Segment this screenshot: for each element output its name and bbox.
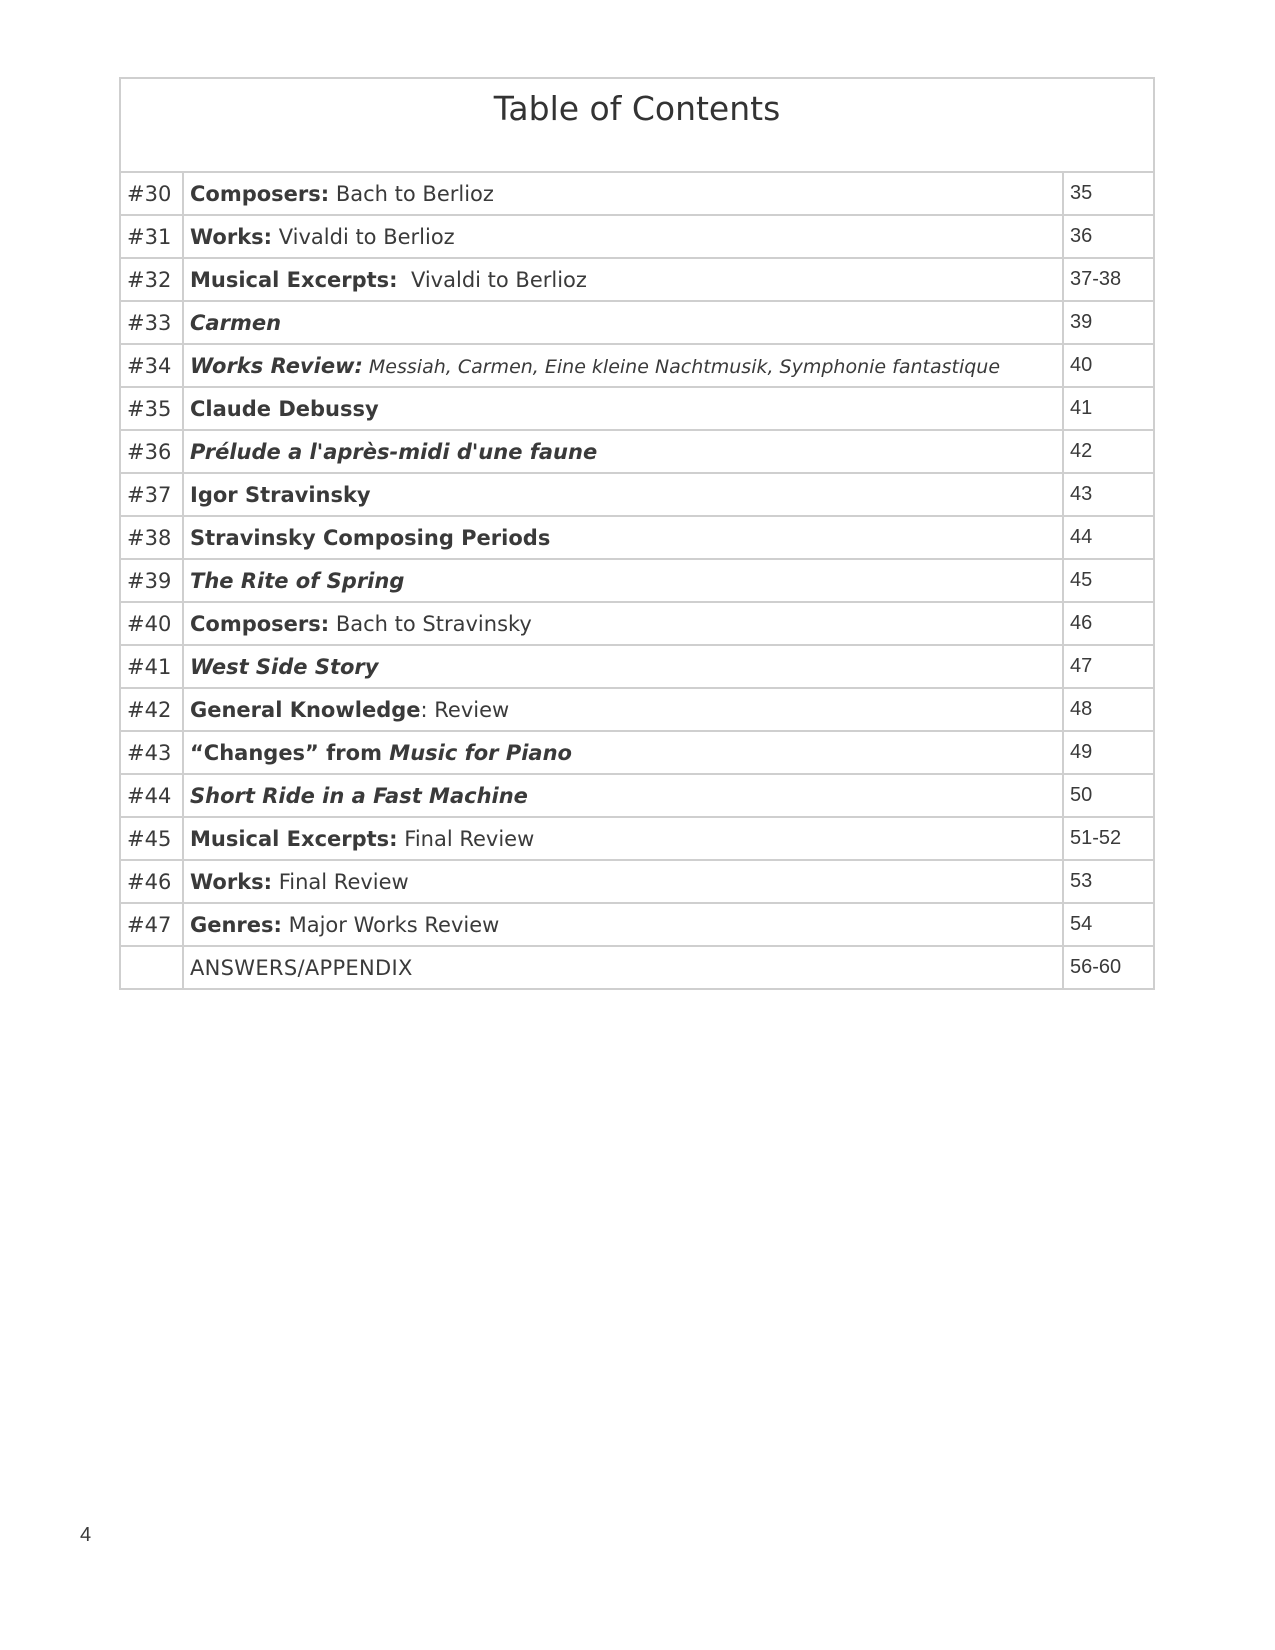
- entry-page: 45: [1063, 559, 1154, 602]
- entry-topic-bold: Claude Debussy: [190, 396, 379, 421]
- entry-topic-italic: Messiah, Carmen, Eine kleine Nachtmusik, Symphonie fantastique: [362, 355, 1001, 378]
- entry-topic: [183, 903, 1063, 946]
- entry-topic-bold-italic: The Rite of Spring: [190, 568, 405, 593]
- entry-topic-bold-italic: Music for Piano: [389, 740, 572, 765]
- entry-number: #32: [120, 258, 183, 301]
- entry-page: 40: [1063, 344, 1154, 387]
- toc-title: Table of Contents: [120, 78, 1154, 172]
- table-row: [120, 258, 1154, 301]
- entry-topic-text: Final Review: [272, 869, 409, 894]
- entry-page: 41: [1063, 387, 1154, 430]
- entry-topic: [183, 215, 1063, 258]
- entry-topic: [183, 344, 1063, 387]
- entry-topic-bold: Igor Stravinsky: [190, 482, 371, 507]
- entry-page: 46: [1063, 602, 1154, 645]
- entry-topic-text: Major Works Review: [281, 912, 500, 937]
- table-row: [120, 817, 1154, 860]
- entry-topic: [183, 430, 1063, 473]
- entry-number: #36: [120, 430, 183, 473]
- table-row: [120, 215, 1154, 258]
- entry-topic-bold-italic: Works Review:: [190, 353, 363, 378]
- entry-number-empty: [120, 946, 183, 989]
- entry-topic: [183, 559, 1063, 602]
- entry-page: 35: [1063, 172, 1154, 215]
- entry-page: 48: [1063, 688, 1154, 731]
- entry-page: 36: [1063, 215, 1154, 258]
- entry-topic-bold: Composers:: [190, 181, 330, 206]
- entry-topic-text: Final Review: [397, 826, 535, 851]
- table-row: [120, 860, 1154, 903]
- entry-topic: [183, 774, 1063, 817]
- entry-number: #31: [120, 215, 183, 258]
- entry-topic-bold: Stravinsky Composing Periods: [190, 525, 551, 550]
- entry-topic: [183, 860, 1063, 903]
- answers-page: 56-60: [1063, 946, 1154, 989]
- entry-topic-bold: Works:: [190, 869, 273, 894]
- entry-page: 43: [1063, 473, 1154, 516]
- table-row: [120, 301, 1154, 344]
- answers-label: ANSWERS/APPENDIX: [183, 946, 1063, 989]
- entry-topic: [183, 258, 1063, 301]
- table-row: [120, 172, 1154, 215]
- entry-topic: [183, 731, 1063, 774]
- entry-topic-text: Bach to Stravinsky: [329, 611, 532, 636]
- table-row: [120, 903, 1154, 946]
- entry-number: #38: [120, 516, 183, 559]
- entry-topic: [183, 645, 1063, 688]
- table-row: [120, 516, 1154, 559]
- table-row: [120, 645, 1154, 688]
- entry-topic-bold: Musical Excerpts:: [190, 267, 398, 292]
- entry-number: #47: [120, 903, 183, 946]
- entry-topic: [183, 473, 1063, 516]
- entry-topic-text: Vivaldi to Berlioz: [272, 224, 455, 249]
- entry-number: #43: [120, 731, 183, 774]
- entry-topic: [183, 301, 1063, 344]
- entry-number: #37: [120, 473, 183, 516]
- entry-topic-bold: Works:: [190, 224, 273, 249]
- entry-topic: [183, 172, 1063, 215]
- entry-number: #46: [120, 860, 183, 903]
- entry-number: #30: [120, 172, 183, 215]
- entry-topic-bold-italic: West Side Story: [190, 654, 379, 679]
- entry-topic-bold-italic: Prélude a l'après-midi d'une faune: [190, 439, 598, 464]
- entry-number: #39: [120, 559, 183, 602]
- entry-page: 47: [1063, 645, 1154, 688]
- entry-topic-bold: Composers:: [190, 611, 330, 636]
- entry-number: #33: [120, 301, 183, 344]
- table-row: [120, 774, 1154, 817]
- entry-topic: [183, 817, 1063, 860]
- page-number: 4: [80, 1524, 92, 1546]
- entry-topic: [183, 387, 1063, 430]
- table-row: [120, 344, 1154, 387]
- toc-title-row: [120, 78, 1154, 172]
- entry-page: 50: [1063, 774, 1154, 817]
- table-row: [120, 602, 1154, 645]
- entry-number: #41: [120, 645, 183, 688]
- answers-row: [120, 946, 1154, 989]
- entry-number: #34: [120, 344, 183, 387]
- toc-body: [120, 78, 1154, 989]
- entry-topic-text: : Review: [420, 697, 510, 722]
- table-row: [120, 473, 1154, 516]
- entry-number: #35: [120, 387, 183, 430]
- entry-page: 42: [1063, 430, 1154, 473]
- entry-number: #44: [120, 774, 183, 817]
- entry-page: 44: [1063, 516, 1154, 559]
- entry-page: 37-38: [1063, 258, 1154, 301]
- table-row: [120, 430, 1154, 473]
- entry-page: 51-52: [1063, 817, 1154, 860]
- entry-number: #40: [120, 602, 183, 645]
- entry-topic: [183, 688, 1063, 731]
- entry-topic: [183, 516, 1063, 559]
- table-row: [120, 688, 1154, 731]
- entry-topic: [183, 602, 1063, 645]
- table-of-contents: [119, 77, 1155, 990]
- entry-topic-bold-italic: Short Ride in a Fast Machine: [190, 783, 528, 808]
- entry-topic-bold-italic: Carmen: [190, 310, 282, 335]
- entry-number: #42: [120, 688, 183, 731]
- entry-topic-text: Bach to Berlioz: [329, 181, 494, 206]
- table-row: [120, 731, 1154, 774]
- table-row: [120, 387, 1154, 430]
- entry-page: 39: [1063, 301, 1154, 344]
- entry-topic-text: Vivaldi to Berlioz: [397, 267, 587, 292]
- entry-page: 53: [1063, 860, 1154, 903]
- entry-number: #45: [120, 817, 183, 860]
- entry-topic-bold: Musical Excerpts:: [190, 826, 398, 851]
- entry-page: 49: [1063, 731, 1154, 774]
- entry-page: 54: [1063, 903, 1154, 946]
- entry-topic-bold: “Changes” from: [190, 740, 390, 765]
- table-row: [120, 559, 1154, 602]
- entry-topic-bold: General Knowledge: [190, 697, 421, 722]
- entry-topic-bold: Genres:: [190, 912, 282, 937]
